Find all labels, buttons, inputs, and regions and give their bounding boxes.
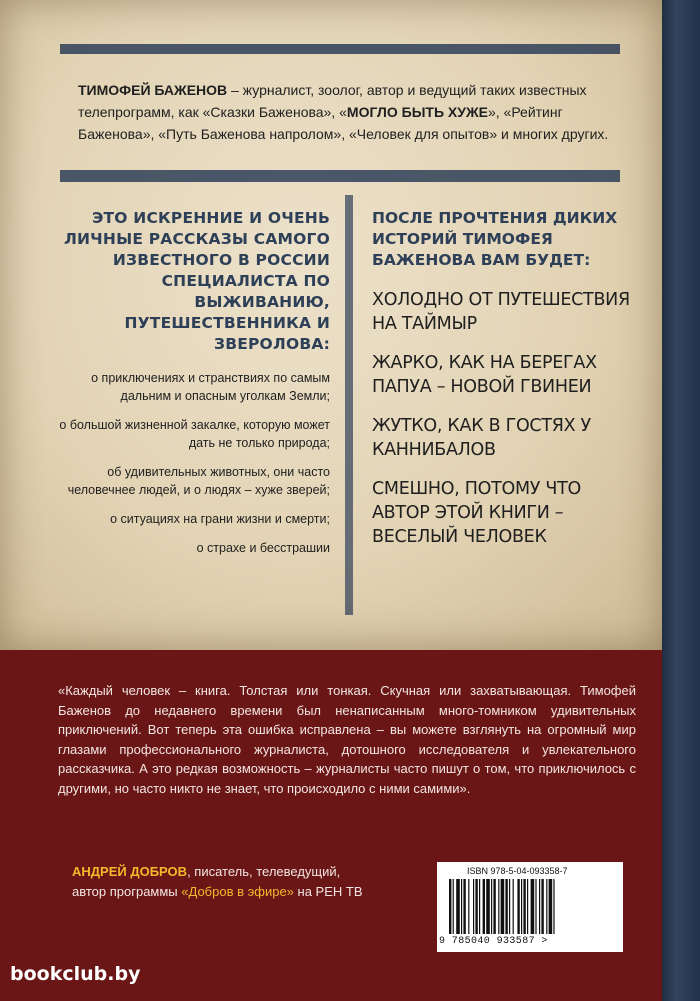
show-name-bold: МОГЛО БЫТЬ ХУЖЕ — [346, 104, 488, 120]
barcode-box — [437, 862, 623, 952]
feelings-list — [372, 288, 642, 549]
left-heading: ЭТО ИСКРЕННИЕ И ОЧЕНЬ ЛИЧНЫЕ РАССКАЗЫ САМОГО ИЗВЕСТНОГО В РОССИИ СПЕЦИАЛИСТА ПО ВЫЖИВАНИЮ, ПУТЕШЕСТВЕННИКА И ЗВЕРОЛОВА: — [63, 209, 330, 353]
feeling-item: ХОЛОДНО ОТ ПУТЕШЕСТВИЯ НА ТАЙМЫР — [372, 290, 630, 334]
top-blue-stripe — [60, 44, 620, 54]
about-list — [40, 369, 330, 557]
left-column — [40, 208, 330, 568]
intro-text-1: – журналист, зоолог, автор и ведущий таких известных телепрограмм, как «Сказки Баженова», « — [78, 82, 587, 120]
quote-author-name: АНДРЕЙ ДОБРОВ — [72, 864, 188, 879]
about-item: о приключениях и странствиях по самым дальним и опасным уголкам Земли; — [91, 371, 330, 403]
author-name: ТИМОФЕЙ БАЖЕНОВ — [78, 82, 228, 98]
right-heading: ПОСЛЕ ПРОЧТЕНИЯ ДИКИХ ИСТОРИЙ ТИМОФЕЯ БАЖЕНОВА ВАМ БУДЕТ: — [372, 209, 618, 269]
feeling-item: ЖУТКО, КАК В ГОСТЯХ У КАННИБАЛОВ — [372, 416, 591, 460]
quote-author-desc-2: на РЕН ТВ — [293, 883, 363, 899]
site-watermark: bookclub.by — [10, 963, 141, 985]
middle-blue-stripe — [60, 170, 620, 182]
about-item: о страхе и бесстрашии — [196, 541, 330, 555]
book-spine — [660, 0, 700, 1001]
isbn-number: ISBN 978-5-04-093358-7 — [467, 866, 568, 876]
author-intro — [78, 79, 623, 145]
column-divider — [345, 195, 353, 615]
about-item: об удивительных животных, они часто человечнее людей, и о людях – хуже зверей; — [67, 465, 330, 497]
right-column — [372, 208, 642, 564]
about-item: о большой жизненной закалке, которую может дать не только природа; — [59, 418, 330, 450]
quote-author — [72, 862, 372, 901]
intro-text-2: », «Рейтинг Баженова», «Путь Баженова напролом», «Человек для опытов» и многих других. — [78, 104, 609, 142]
feeling-item: СМЕШНО, ПОТОМУ ЧТО АВТОР ЭТОЙ КНИГИ – ВЕСЕЛЫЙ ЧЕЛОВЕК — [372, 479, 581, 547]
ean-digits: 9 785040 933587 > — [439, 936, 548, 947]
feeling-item: ЖАРКО, КАК НА БЕРЕГАХ ПАПУА – НОВОЙ ГВИНЕИ — [372, 353, 597, 397]
quote-author-desc-1: , писатель, телеведущий, автор программы — [72, 864, 341, 899]
quote-author-show: «Добров в эфире» — [181, 883, 294, 899]
barcode-image — [447, 879, 615, 934]
about-item: о ситуациях на грани жизни и смерти; — [110, 512, 330, 526]
review-quote: «Каждый человек – книга. Толстая или тонкая. Скучная или захватывающая. Тимофей Баженов до недавнего времени был ненаписанным много-томником удивительных приключений. Вот теперь эта ошибка исправлена – вы можете взглянуть на огромный мир глазами профессионального журналиста, дотошного исследователя и увлекательного рассказчика. А это редкая возможность – журналисты часто пишут о том, что приключилось с другими, но часто никто не знает, что происходило с ними самими». — [58, 683, 636, 796]
